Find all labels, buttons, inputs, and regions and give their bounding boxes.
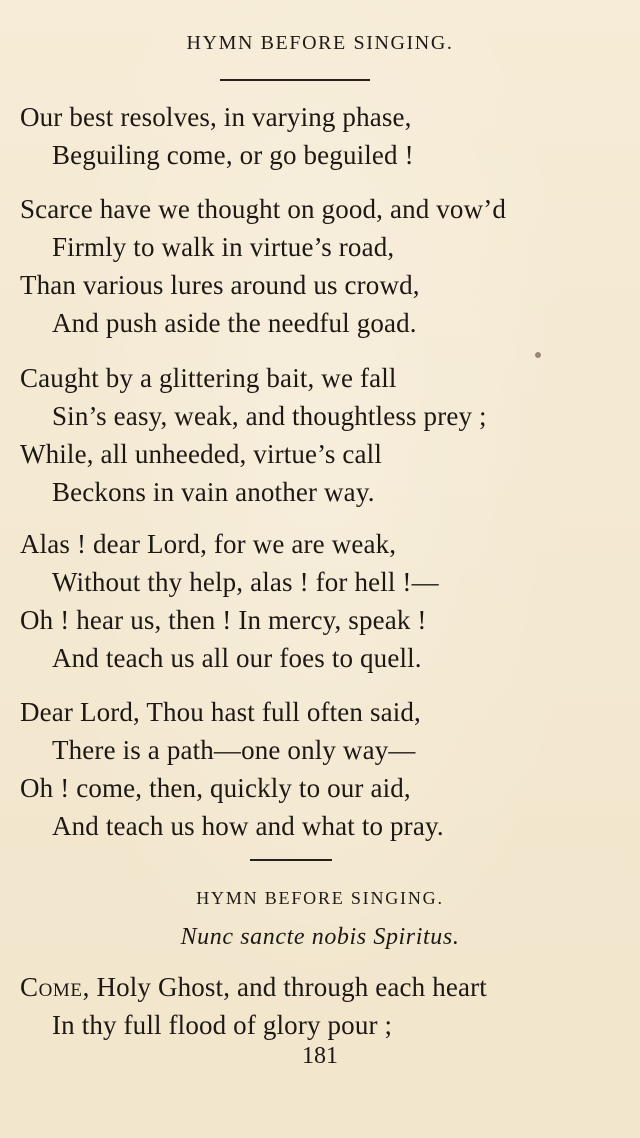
verse-line: While, all unheeded, virtue’s call — [20, 439, 382, 469]
stanza-5 — [0, 693, 640, 845]
verse-line: And teach us how and what to pray. — [52, 811, 444, 841]
first-line-rest: , Holy Ghost, and through each heart — [82, 972, 487, 1002]
verse-line: Sin’s easy, weak, and thoughtless prey ; — [52, 401, 487, 431]
section-rule — [250, 859, 332, 861]
stanza-2 — [0, 190, 640, 342]
verse-line: Our best resolves, in varying phase, — [20, 102, 412, 132]
hymn-title: HYMN BEFORE SINGING. — [196, 888, 444, 908]
verse-line: And teach us all our foes to quell. — [52, 643, 422, 673]
drop-word: Come — [20, 972, 83, 1002]
verse-line: Beguiling come, or go beguiled ! — [52, 140, 414, 170]
verse-line: And push aside the needful goad. — [52, 308, 417, 338]
verse-line: Dear Lord, Thou hast full often said, — [20, 697, 421, 727]
page-number: 181 — [302, 1043, 338, 1069]
verse-line: Oh ! come, then, quickly to our aid, — [20, 773, 411, 803]
hymn-subtitle: Nunc sancte nobis Spiritus. — [180, 924, 460, 950]
running-head: HYMN BEFORE SINGING. — [186, 32, 454, 54]
stanza-next-hymn — [0, 968, 640, 1044]
verse-line: Alas ! dear Lord, for we are weak, — [20, 529, 397, 559]
verse-line-first — [0, 968, 640, 1006]
verse-line: Scarce have we thought on good, and vow’d — [20, 194, 507, 224]
stanza-1 — [0, 98, 640, 174]
paper-speck — [535, 352, 541, 358]
verse-line: Beckons in vain another way. — [52, 477, 375, 507]
verse-line: Without thy help, alas ! for hell !— — [52, 567, 439, 597]
stanza-3 — [0, 359, 640, 511]
verse-line: Caught by a glittering bait, we fall — [20, 363, 397, 393]
header-rule — [220, 79, 370, 81]
verse-line: Than various lures around us crowd, — [20, 270, 420, 300]
verse-line: In thy full flood of glory pour ; — [52, 1010, 393, 1040]
verse-line: Oh ! hear us, then ! In mercy, speak ! — [20, 605, 427, 635]
stanza-4 — [0, 525, 640, 677]
verse-line: Firmly to walk in virtue’s road, — [52, 232, 395, 262]
verse-line: There is a path—one only way— — [52, 735, 416, 765]
